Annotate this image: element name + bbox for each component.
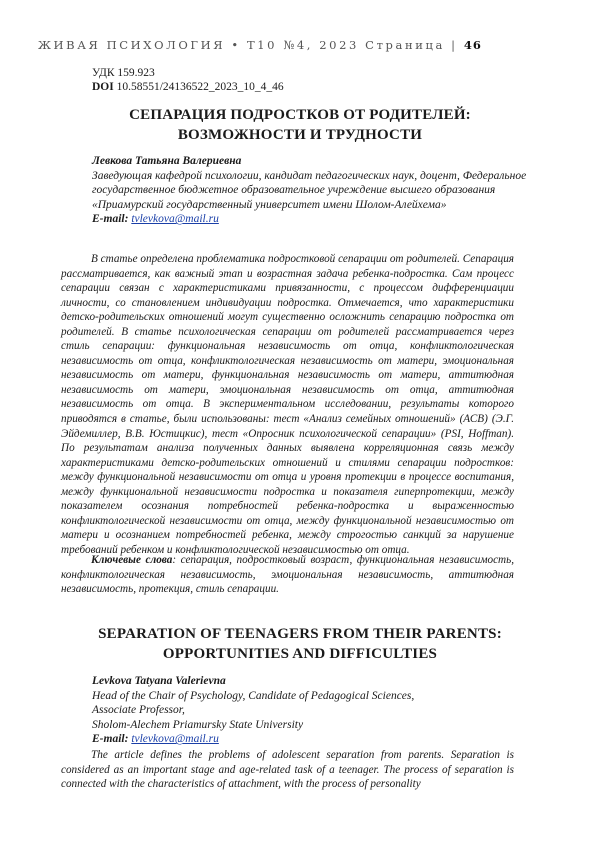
en-email-label: E-mail [92,733,125,746]
ru-author-name: Левкова Татьяна Валериевна [92,155,242,167]
en-author-name: Levkova Tatyana Valerievna [92,675,226,687]
ru-keywords: Ключевые слова: сепарация, подростковый возраст, функциональная независимость, конфликтологическая независимость, эмоциональная независимость, аттитюдная независимость, протекция, стиль сепарации. [61,554,515,596]
ru-title-line1: СЕПАРАЦИЯ ПОДРОСТКОВ ОТ РОДИТЕЛЕЙ: [129,107,471,123]
ru-keywords-text: сепарация, подростковый возраст, функциональная независимость, конфликтологическая независимость, эмоциональная независимость, аттитюдная независимость, протекция, стиль сепарации. [61,554,515,596]
ru-abstract-text: В статье определена проблематика подростковой сепарации от родителей. Сепарация рассматривается, как важный этап и возрастная задача ребенка-подростка. Сам процесс сепарации связан с характеристиками привязанности, с процессом дифференциации личности, со становлением индивидуации подростка. Отмечается, что характеристики детско-родительских отношений могут существенно осложнить сепарацию подростка от родителей. В статье психологическая сепарации от родителей рассматривается через стиль сепарации: функциональная независимость от отца, конфликтологическая независимость от отца, конфликтологическая независимость от матери, эмоциональная независимость от матери, функциональная независимость от матери, аттитюдная независимость от матери, эмоциональная независимость от отца, аттитюдная независимость от отца. В экспериментальном исследовании, результаты которого приводятся в статье, были использованы: тест «Анализ семейных отношений» (АСВ) (Э.Г. Эйдемиллер, В.В. Юстицкис), тест «Опросник психологической сепарации» (PSI, Hoffman). По результатам анализа полученных данных выявлена корреляционная связь между характеристиками детско-родительских отношений и стилями сепарации подростков: между функциональной независимости от отца и уровня протекции в процессе воспитания, между функциональной независимости подростка и показателя гиперпротекции, между показателем осознания потребностей ребенка-подростка и выраженностью конфликтологической независимости от отца, между функциональной независимостью от матери и осознанием потребностей ребенка, между строгостью санкций за нарушение требований ребенком и конфликтологической независимостью от отца. [61,253,514,556]
en-email-link[interactable]: tvlevkova@mail.ru [131,733,219,746]
en-aff-line2: Associate Professor, [92,704,185,717]
ru-email-label: E-mail [92,213,125,226]
en-title [60,624,540,664]
ru-abstract [61,252,514,557]
en-abstract [61,748,514,792]
ru-title [60,105,540,145]
doi-value[interactable]: 10.58551/24136522_2023_10_4_46 [116,81,284,93]
article-meta [92,66,284,94]
en-abstract-text: The article defines the problems of adolescent separation from parents. Separation is considered as an important stage and age-related task of a teenager. The process of separation is connected with the characteristics of attachment, with the process of personality [61,749,514,791]
en-title-line1: SEPARATION OF TEENAGERS FROM THEIR PARENTS: [98,626,502,642]
ru-email-link[interactable]: tvlevkova@mail.ru [131,213,219,226]
en-email-line: E-mail: tvlevkova@mail.ru [92,733,219,746]
ru-keywords-label: Ключевые слова [91,554,173,566]
ru-email-line: E-mail: tvlevkova@mail.ru [92,213,219,226]
ru-author-block [92,154,532,227]
running-header [38,38,562,52]
en-title-line2: OPPORTUNITIES AND DIFFICULTIES [162,646,438,662]
ru-title-line2: ВОЗМОЖНОСТИ И ТРУДНОСТИ [177,127,423,143]
udc-code: УДК 159.923 [92,67,155,79]
ru-affiliation: Заведующая кафедрой психологии, кандидат педагогических наук, доцент, Федеральное государственное бюджетное образовательное учреждение высшего образования «Приамурский государственный университет имени Шолом-Алейхема» [92,169,527,211]
page-number: 46 [463,38,482,52]
doi-label: DOI [92,81,114,93]
en-aff-line3: Sholom-Alechem Priamursky State University [92,718,304,731]
running-title: ЖИВАЯ ПСИХОЛОГИЯ • Т10 №4, 2023 Страница | [38,38,458,52]
doi-line [92,80,284,94]
en-author-block [92,674,532,747]
en-aff-line1: Head of the Chair of Psychology, Candidate of Pedagogical Sciences, [92,689,415,702]
